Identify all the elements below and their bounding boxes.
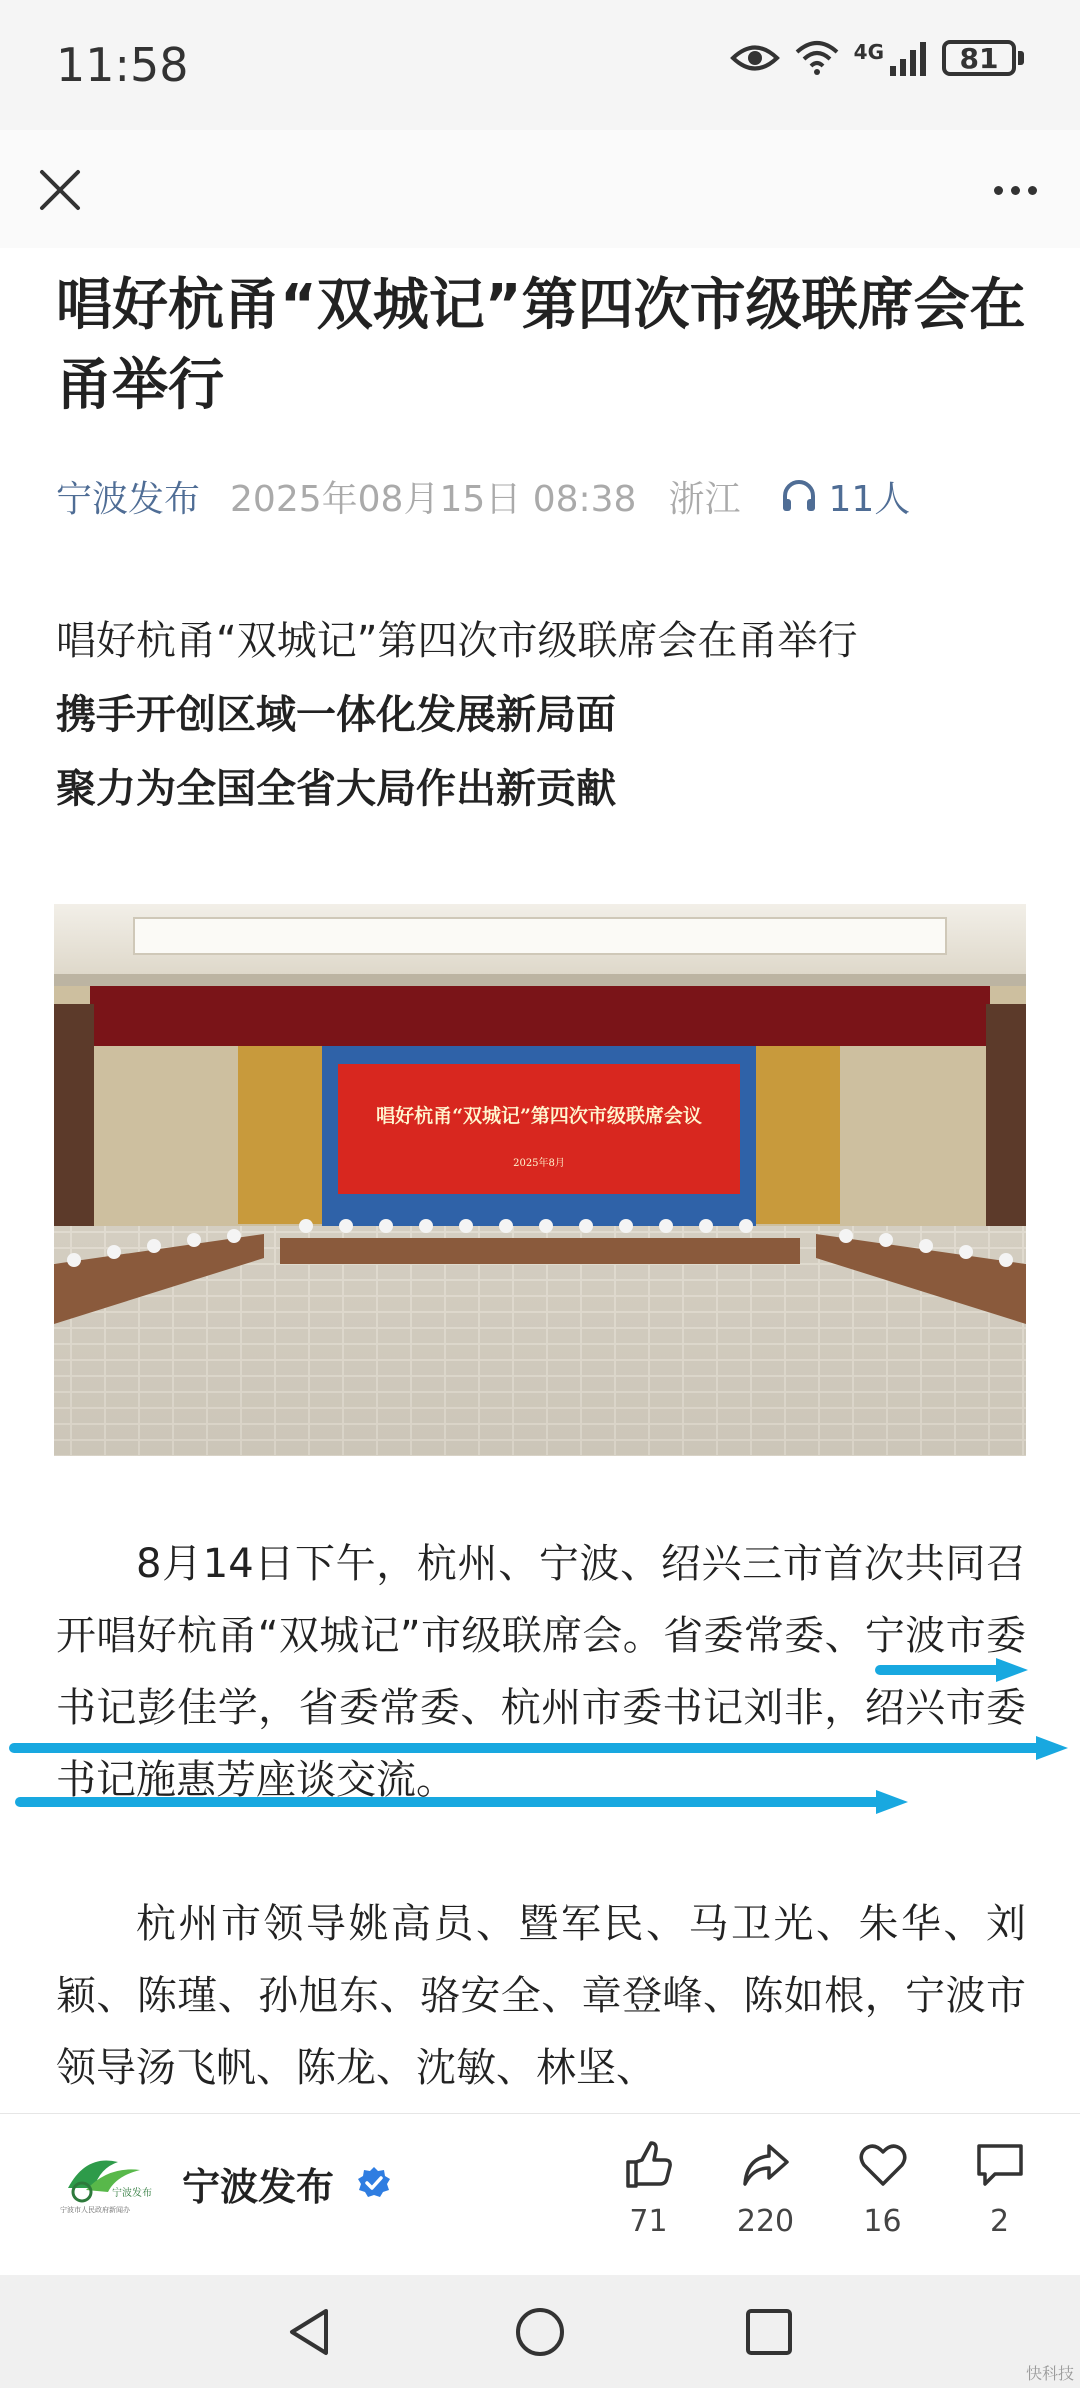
share-button[interactable] — [707, 2138, 824, 2239]
article-title: 唱好杭甬“双城记”第四次市级联席会在甬举行 — [56, 273, 1026, 418]
share-count: 220 — [736, 2204, 795, 2239]
share-icon — [739, 2138, 793, 2192]
like-count: 71 — [629, 2204, 668, 2239]
account-info[interactable] — [56, 2148, 392, 2218]
lead-line-2: 携手开创区域一体化发展新局面 — [56, 692, 616, 738]
status-bar — [0, 0, 1080, 130]
annotation-arrow-3-head — [876, 1790, 908, 1814]
listener-count: 11人 — [828, 478, 911, 520]
favorite-button[interactable] — [824, 2138, 941, 2239]
back-icon[interactable] — [282, 2303, 340, 2361]
paragraph-2: 杭州市领导姚高员、暨军民、马卫光、朱华、刘颖、陈瑾、孙旭东、骆安全、章登峰、陈如根，宁波市领导汤飞帆、陈龙、沈敏、林坚、 — [56, 1901, 1026, 2091]
favorite-count: 16 — [863, 2204, 902, 2239]
banner-date: 2025年8月 — [513, 1158, 565, 1169]
bottom-bar — [0, 2113, 1080, 2276]
recents-icon[interactable] — [740, 2303, 798, 2361]
thumbs-up-icon — [622, 2138, 676, 2192]
status-icons — [730, 40, 1024, 76]
article-region: 浙江 — [668, 478, 741, 520]
account-logo-text: 宁波发布 — [112, 2188, 152, 2199]
system-nav-bar — [0, 2275, 1080, 2388]
battery-icon — [942, 40, 1024, 76]
lead-line-3: 聚力为全国全省大局作出新贡献 — [56, 766, 616, 812]
annotation-arrows — [0, 1648, 1080, 1818]
close-icon[interactable] — [30, 160, 90, 220]
account-logo — [56, 2148, 160, 2218]
signal-icon — [888, 40, 928, 76]
account-logo-subtext: 宁波市人民政府新闻办 — [60, 2206, 130, 2214]
paragraph-1: 8月14日下午，杭州、宁波、绍兴三市首次共同召开唱好杭甬“双城记”市级联席会。省委常委、宁波市委书记彭佳学，省委常委、杭州市委书记刘非，绍兴市委书记施惠芳座谈交流。 — [56, 1541, 1026, 1803]
listen-button[interactable] — [780, 471, 910, 522]
article-lead — [56, 604, 1026, 826]
eye-icon — [730, 41, 780, 75]
article-content — [0, 248, 1080, 2113]
home-icon[interactable] — [511, 2303, 569, 2361]
more-icon[interactable] — [980, 160, 1050, 220]
action-group — [590, 2138, 1058, 2239]
article-source[interactable]: 宁波发布 — [56, 478, 201, 520]
network-label: 4G — [853, 40, 884, 64]
article-meta — [56, 466, 1046, 526]
article-date: 2025年08月15日 08:38 — [230, 478, 637, 520]
meeting-photo[interactable] — [54, 904, 1026, 1456]
top-bar — [0, 130, 1080, 249]
lead-line-1: 唱好杭甬“双城记”第四次市级联席会在甬举行 — [56, 618, 858, 664]
verified-icon — [356, 2165, 392, 2201]
comment-count: 2 — [989, 2204, 1010, 2239]
annotation-arrow-1-head — [996, 1658, 1028, 1682]
wifi-icon — [794, 40, 840, 76]
account-name[interactable]: 宁波发布 — [182, 2164, 335, 2209]
comment-button[interactable] — [941, 2138, 1058, 2239]
watermark: 快科技 — [1025, 2364, 1074, 2383]
banner-title: 唱好杭甬“双城记”第四次市级联席会议 — [376, 1105, 702, 1127]
heart-icon — [856, 2138, 910, 2192]
headphones-icon — [780, 477, 818, 515]
status-time: 11:58 — [56, 38, 189, 92]
comment-icon — [973, 2138, 1027, 2192]
meeting-photo-illustration — [54, 904, 1026, 1456]
annotation-arrow-2-head — [1036, 1736, 1068, 1760]
like-button[interactable] — [590, 2138, 707, 2239]
battery-level: 81 — [942, 40, 1016, 76]
